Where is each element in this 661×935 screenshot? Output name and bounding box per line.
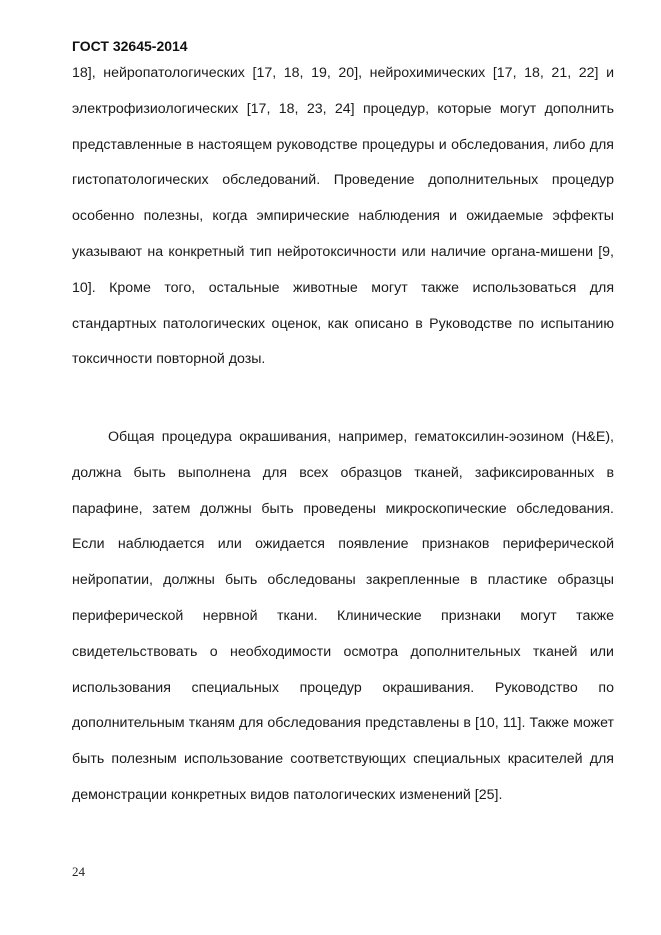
paragraph-staining-procedure: Общая процедура окрашивания, например, гематоксилин-эозином (H&E), должна быть выполнена для всех образцов тканей, зафиксированных в парафине, затем должны быть проведены микроскопические обследования. Если наблюдается или ожидается появление признаков периферической нейропатии, должны быть обследованы закрепленные в пластике образцы периферической нервной ткани. Клинические признаки могут также свидетельствовать о необходимости осмотра дополнительных тканей или использования специальных процедур окрашивания. Руководство по дополнительным тканям для обследования представлены в [10, 11]. Также может быть полезным использование соответствующих специальных красителей для демонстрации конкретных видов патологических изменений [25]. bbox=[72, 429, 614, 803]
page-number: 24 bbox=[72, 864, 85, 879]
paragraph-continued: 18], нейропатологических [17, 18, 19, 20], нейрохимических [17, 18, 21, 22] и электрофизиологических [17, 18, 23, 24] процедур, которые могут дополнить представленные в настоящем руководстве процедуры и обследования, либо для гистопатологических обследований. Проведение дополнительных процедур особенно полезны, когда эмпирические наблюдения и ожидаемые эффекты указывают на конкретный тип нейротоксичности или наличие органа-мишени [9, 10]. Кроме того, остальные животные могут также использоваться для стандартных патологических оценок, как описано в Руководстве по испытанию токсичности повторной дозы. bbox=[72, 65, 614, 368]
document-header-standard-code: ГОСТ 32645-2014 bbox=[72, 38, 188, 54]
